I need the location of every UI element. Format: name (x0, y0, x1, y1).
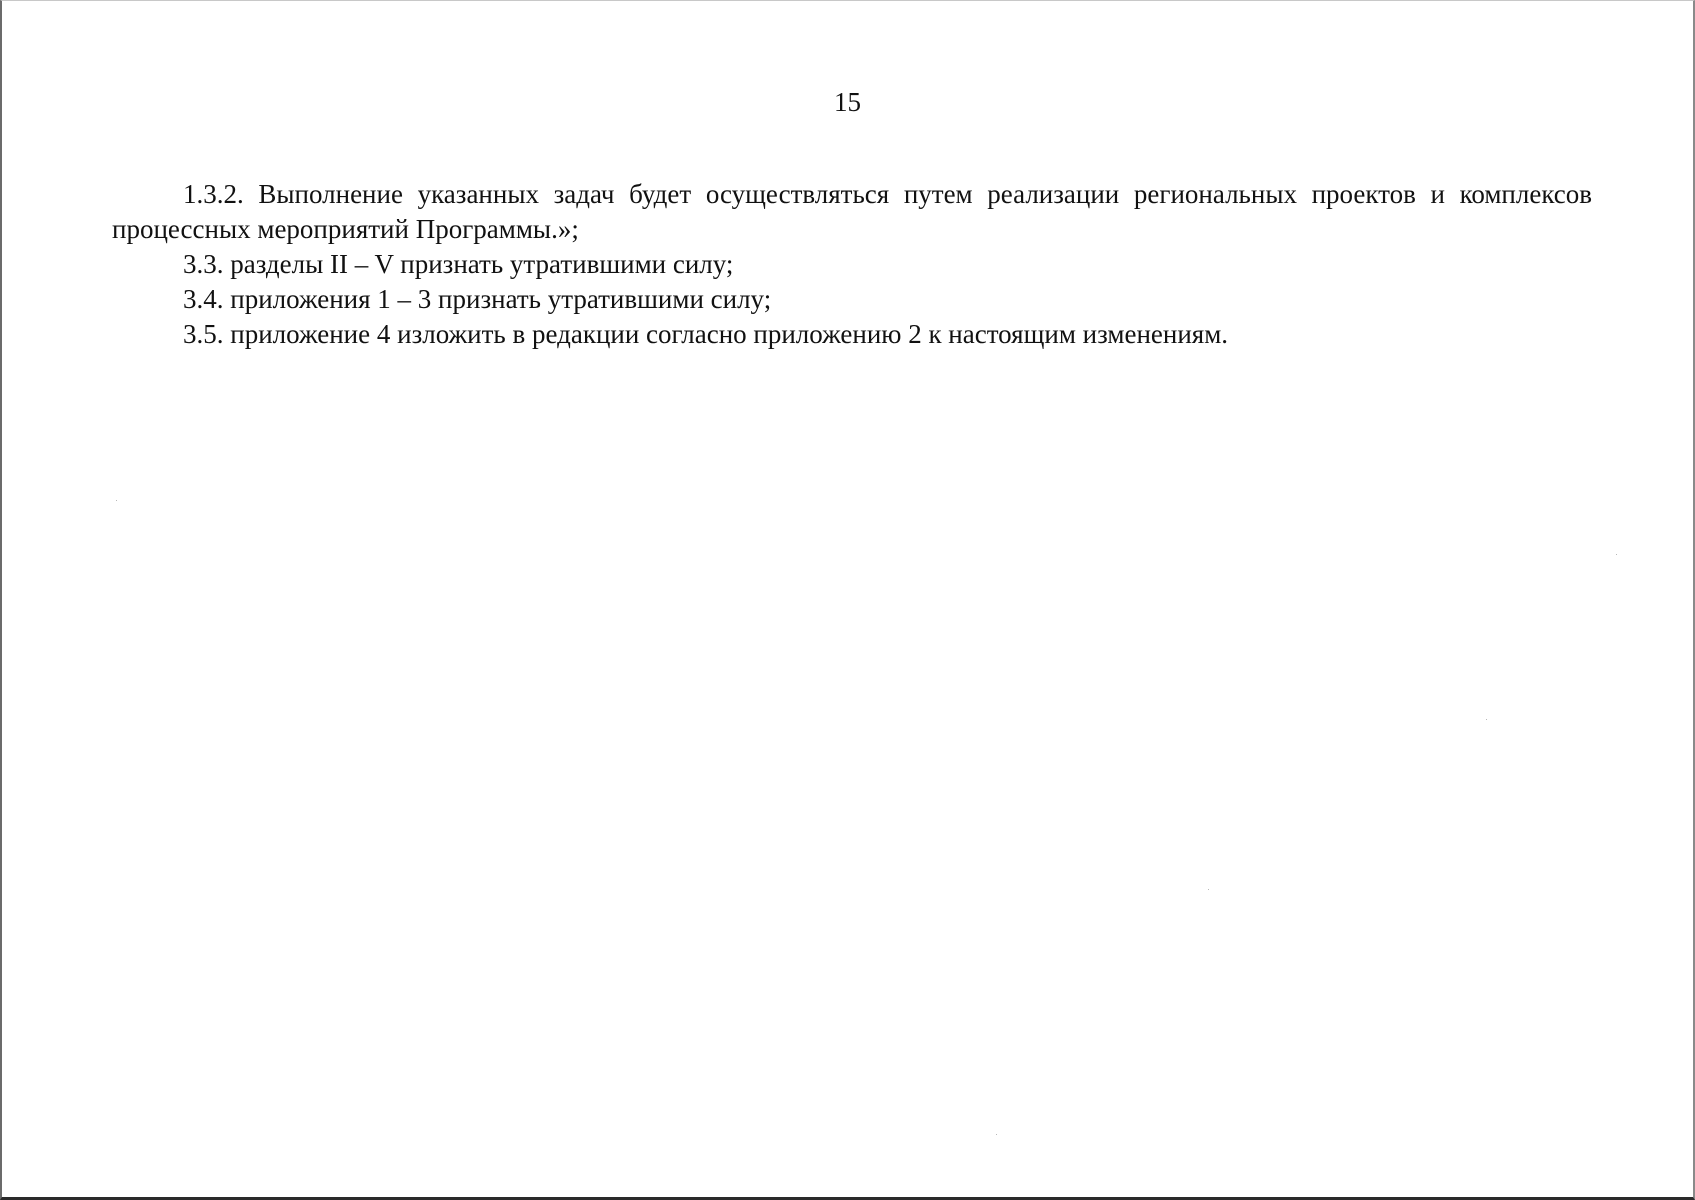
page-number: 15 (834, 87, 861, 117)
scan-speck (116, 500, 117, 501)
paragraph-3-4: 3.4. приложения 1 – 3 признать утратившими силу; (183, 284, 772, 314)
scan-speck (1486, 719, 1487, 720)
paragraph-3-5: 3.5. приложение 4 изложить в редакции согласно приложению 2 к настоящим изменениям. (183, 319, 1229, 349)
scan-speck (1616, 554, 1617, 555)
paragraph-1-3-2: 1.3.2. Выполнение указанных задач будет осуществляться путем реализации региональных проектов и комплексов процессных мероприятий Программы.»; (112, 179, 1592, 244)
scan-speck (996, 1134, 997, 1135)
paragraph-3-3: 3.3. разделы II – V признать утратившими силу; (183, 249, 734, 279)
scan-speck (1208, 889, 1209, 890)
document-body (112, 177, 1592, 352)
